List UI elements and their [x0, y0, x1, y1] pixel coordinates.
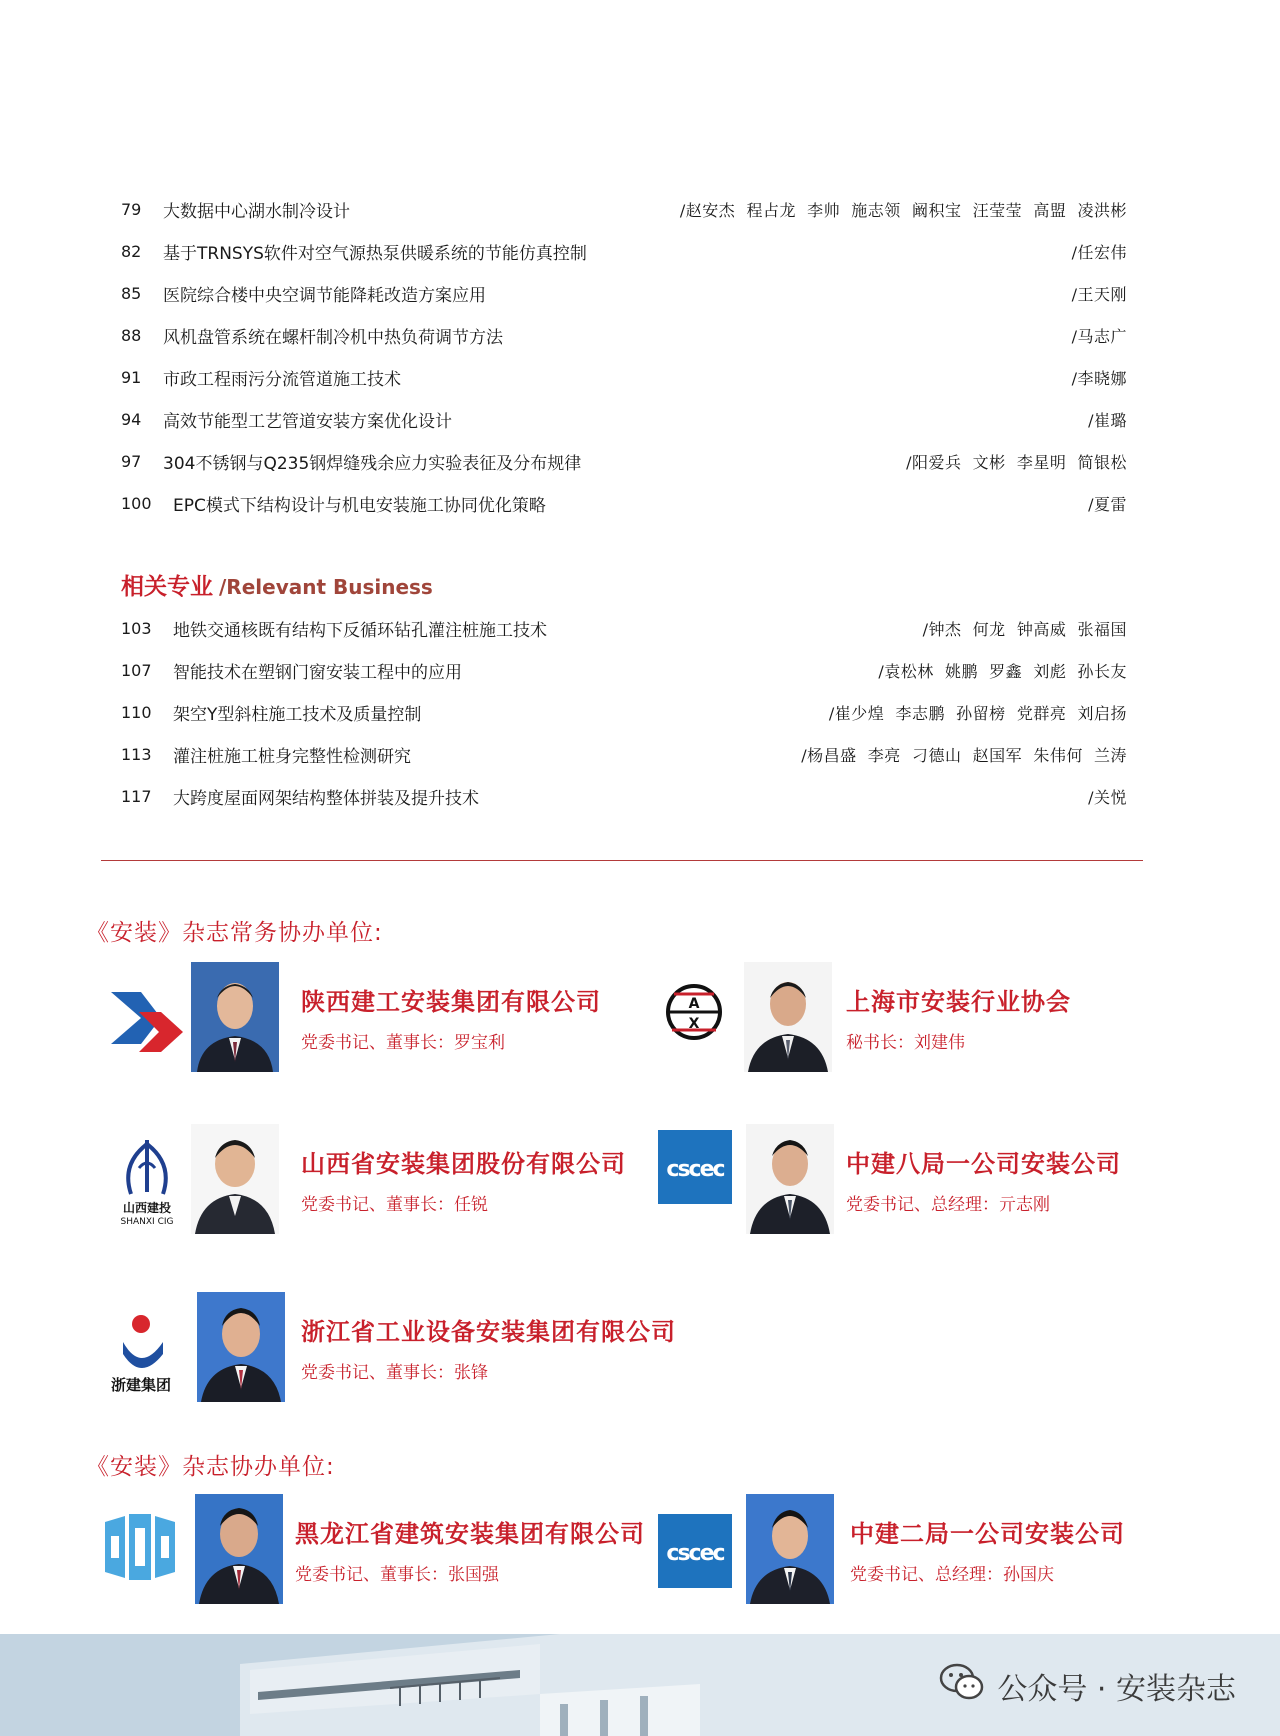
shanghai-association-logo-icon	[648, 972, 740, 1064]
page-number: 88	[121, 325, 142, 345]
portrait-photo	[191, 962, 279, 1072]
svg-text:A: A	[688, 996, 700, 1012]
page-number: 79	[121, 199, 142, 219]
article-title: 基于TRNSYS软件对空气源热泵供暖系统的节能仿真控制	[163, 243, 587, 264]
org-name: 浙江省工业设备安装集团有限公司	[301, 1318, 676, 1346]
article-authors: /阳爱兵 文彬 李星明 简银松	[906, 452, 1127, 472]
sponsor-card[interactable]	[648, 962, 1168, 1072]
toc-row[interactable]	[121, 654, 1127, 686]
page-number: 82	[121, 241, 142, 261]
org-role: 党委书记、董事长：张锋	[301, 1363, 488, 1383]
svg-text:cscec: cscec	[666, 1541, 724, 1566]
wechat-icon	[939, 1662, 985, 1710]
article-authors: /袁松林 姚鹏 罗鑫 刘彪 孙长友	[878, 661, 1127, 681]
sponsor-card[interactable]	[658, 1124, 1178, 1234]
sponsor-card[interactable]	[101, 1494, 645, 1604]
toc-row[interactable]	[121, 445, 1127, 477]
heilongjiang-logo-icon	[101, 1508, 179, 1586]
shaanxi-logo-icon	[101, 972, 193, 1064]
toc-row[interactable]	[121, 780, 1127, 812]
sponsor-card[interactable]	[658, 1494, 1178, 1604]
org-name: 黑龙江省建筑安装集团有限公司	[295, 1520, 645, 1548]
cscec-logo-icon	[658, 1514, 732, 1588]
toc-row[interactable]	[121, 277, 1127, 309]
page-number: 94	[121, 409, 142, 429]
article-title: 高效节能型工艺管道安装方案优化设计	[163, 411, 452, 432]
toc-row[interactable]	[121, 193, 1127, 225]
page-number: 103	[121, 618, 152, 638]
org-role: 党委书记、总经理：亓志刚	[846, 1195, 1050, 1215]
article-title: 304不锈钢与Q235钢焊缝残余应力实验表征及分布规律	[163, 453, 582, 474]
sponsors-co-heading: 《安装》杂志协办单位:	[86, 1454, 335, 1480]
toc-row[interactable]	[121, 612, 1127, 644]
page-number: 113	[121, 744, 152, 764]
article-title: 大跨度屋面网架结构整体拼装及提升技术	[173, 788, 479, 809]
page-number: 100	[121, 493, 152, 513]
article-title: 灌注桩施工桩身完整性检测研究	[173, 746, 411, 767]
article-authors: /任宏伟	[1071, 242, 1127, 262]
page-number: 97	[121, 451, 142, 471]
toc-row[interactable]	[121, 738, 1127, 770]
page-number: 107	[121, 660, 152, 680]
section-title-cn: 相关专业	[121, 574, 213, 600]
watermark-text: 公众号 · 安装杂志	[997, 1672, 1236, 1707]
portrait-photo	[195, 1494, 283, 1604]
article-title: 架空Y型斜柱施工技术及质量控制	[173, 704, 422, 725]
article-authors: /李晓娜	[1071, 368, 1127, 388]
zhejian-group-logo-icon	[101, 1302, 193, 1394]
org-name: 陕西建工安装集团有限公司	[301, 988, 601, 1016]
article-authors: /杨昌盛 李亮 刁德山 赵国军 朱伟何 兰涛	[801, 745, 1127, 765]
toc-row[interactable]	[121, 696, 1127, 728]
wechat-watermark	[939, 1662, 1236, 1710]
org-role: 党委书记、总经理：孙国庆	[850, 1565, 1054, 1585]
org-name: 中建二局一公司安装公司	[850, 1520, 1125, 1548]
article-title: 风机盘管系统在螺杆制冷机中热负荷调节方法	[163, 327, 503, 348]
toc-row[interactable]	[121, 361, 1127, 393]
svg-text:浙建集团: 浙建集团	[110, 1376, 172, 1394]
page-number: 117	[121, 786, 152, 806]
svg-text:cscec: cscec	[666, 1157, 724, 1182]
org-role: 党委书记、董事长：罗宝利	[301, 1033, 505, 1053]
page-number: 110	[121, 702, 152, 722]
article-title: 智能技术在塑钢门窗安装工程中的应用	[173, 662, 462, 683]
article-authors: /赵安杰 程占龙 李帅 施志领 阚积宝 汪莹莹 高盟 凌洪彬	[679, 200, 1127, 220]
cscec-logo-icon	[658, 1130, 732, 1204]
divider	[101, 860, 1143, 861]
org-role: 党委书记、董事长：张国强	[295, 1565, 499, 1585]
org-name: 上海市安装行业协会	[846, 988, 1071, 1016]
toc-row[interactable]	[121, 319, 1127, 351]
article-authors: /崔少煌 李志鹏 孙留榜 党群亮 刘启扬	[828, 703, 1127, 723]
org-name: 中建八局一公司安装公司	[846, 1150, 1121, 1178]
toc-row[interactable]	[121, 403, 1127, 435]
sponsor-card[interactable]	[101, 1292, 676, 1402]
svg-text:SHANXI CIG: SHANXI CIG	[120, 1217, 174, 1226]
article-title: EPC模式下结构设计与机电安装施工协同优化策略	[173, 495, 546, 516]
sponsor-card[interactable]	[101, 1124, 626, 1234]
portrait-photo	[744, 962, 832, 1072]
sponsor-card[interactable]	[101, 962, 621, 1072]
toc-row[interactable]	[121, 487, 1127, 519]
svg-text:X: X	[688, 1016, 700, 1032]
shanxi-cig-logo-icon	[101, 1134, 193, 1226]
page-number: 91	[121, 367, 142, 387]
article-authors: /夏雷	[1088, 494, 1127, 514]
org-role: 党委书记、董事长：任锐	[301, 1195, 488, 1215]
article-title: 市政工程雨污分流管道施工技术	[163, 369, 401, 390]
org-name: 山西省安装集团股份有限公司	[301, 1150, 626, 1178]
section-title-en: /Relevant Business	[219, 575, 433, 599]
article-authors: /马志广	[1071, 326, 1127, 346]
portrait-photo	[746, 1124, 834, 1234]
article-authors: /钟杰 何龙 钟高威 张福国	[922, 619, 1127, 639]
article-title: 大数据中心湖水制冷设计	[163, 201, 350, 222]
svg-text:山西建投: 山西建投	[122, 1201, 172, 1215]
article-authors: /王天刚	[1071, 284, 1127, 304]
portrait-photo	[191, 1124, 279, 1234]
article-authors: /崔璐	[1088, 410, 1127, 430]
sponsors-main-heading: 《安装》杂志常务协办单位:	[86, 920, 383, 946]
portrait-photo	[197, 1292, 285, 1402]
article-title: 地铁交通核既有结构下反循环钻孔灌注桩施工技术	[173, 620, 547, 641]
section-heading	[121, 568, 433, 601]
org-role: 秘书长：刘建伟	[846, 1033, 965, 1053]
portrait-photo	[746, 1494, 834, 1604]
article-title: 医院综合楼中央空调节能降耗改造方案应用	[163, 285, 486, 306]
article-authors: /关悦	[1088, 787, 1127, 807]
toc-row[interactable]	[121, 235, 1127, 267]
page-number: 85	[121, 283, 142, 303]
